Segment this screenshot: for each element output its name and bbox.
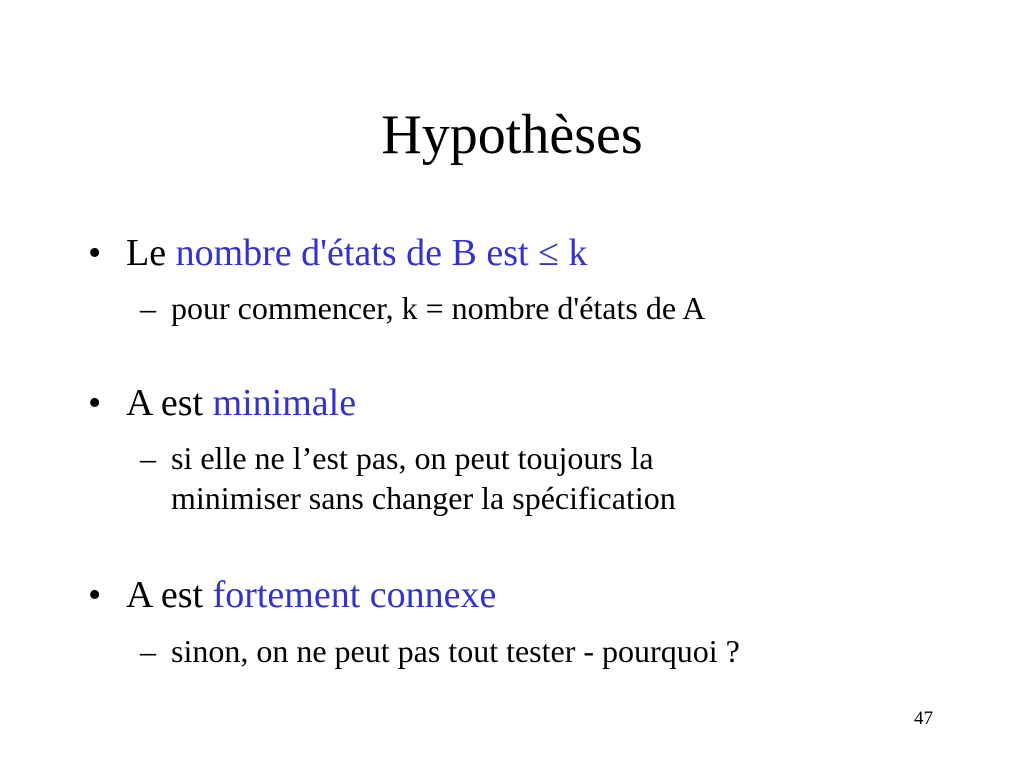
bullet-highlight-text: minimale — [212, 382, 357, 424]
sub-bullet-item — [140, 631, 740, 671]
sub-bullet-line: si elle ne l’est pas, on peut toujours la — [171, 440, 654, 476]
bullet-dot-icon: • — [88, 232, 102, 274]
sub-bullet-line: sinon, on ne peut pas tout tester - pourquoi ? — [171, 633, 740, 669]
dash-icon: – — [140, 440, 156, 476]
sub-bullet-item — [140, 438, 676, 518]
bullet-lead-text: A est — [126, 382, 204, 424]
bullet-highlight-text: nombre d'états de B est ≤ k — [175, 232, 588, 274]
bullet-lead-text: A est — [126, 574, 204, 616]
bullet-dot-icon: • — [88, 382, 102, 424]
page-number: 47 — [914, 708, 933, 729]
slide-title: Hypothèses — [381, 104, 643, 166]
sub-bullet-item — [140, 288, 705, 328]
dash-icon: – — [140, 290, 156, 326]
bullet-highlight-text: fortement connexe — [212, 574, 497, 616]
bullet-item — [88, 573, 496, 617]
bullet-item — [88, 381, 356, 425]
bullet-dot-icon: • — [88, 574, 102, 616]
dash-icon: – — [140, 633, 156, 669]
bullet-item — [88, 231, 587, 275]
sub-bullet-line: pour commencer, k = nombre d'états de A — [171, 290, 706, 326]
bullet-lead-text: Le — [126, 232, 167, 274]
sub-bullet-line: minimiser sans changer la spécification — [171, 480, 676, 516]
